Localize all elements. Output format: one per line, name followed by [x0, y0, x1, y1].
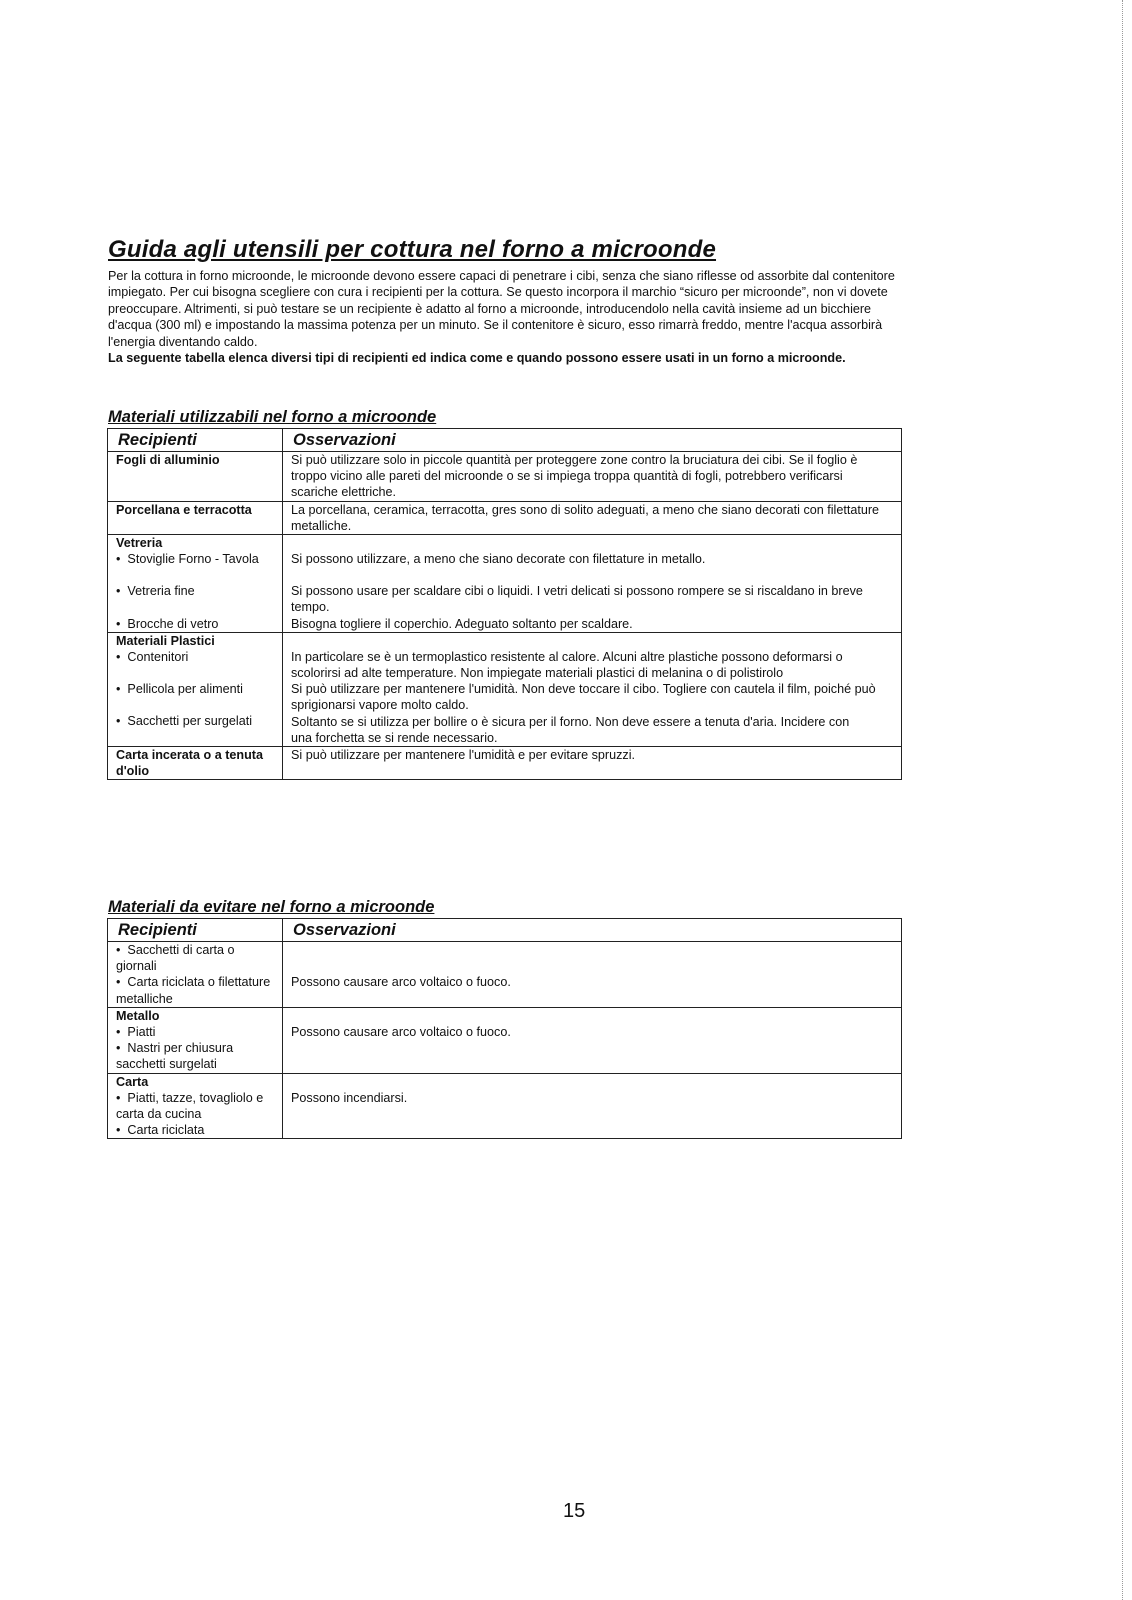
recipient-name: Metallo	[116, 1008, 160, 1023]
remark: In particolare se è un termoplastico resistente al calore. Alcuni altre plastiche possono deformarsi o scolorirsi ad alte temperature. Non impiegate materiali plastici di melanina o di polistirolo	[291, 649, 843, 681]
avoid-materials-table	[107, 918, 902, 1139]
column-header-remarks: Osservazioni	[283, 919, 902, 942]
recipient-item: • Piatti	[116, 1024, 274, 1040]
column-header-remarks: Osservazioni	[283, 429, 902, 452]
recipient-name: Carta	[116, 1074, 149, 1089]
recipient-item: • Pellicola per alimenti	[116, 681, 274, 697]
recipient-item: • Sacchetti di carta o giornali	[116, 942, 274, 974]
remark-continued: una forchetta se si rende necessario.	[291, 730, 498, 745]
recipient-item: • Carta riciclata o filettature metalliche	[116, 974, 274, 1006]
intro-text	[108, 268, 898, 366]
page-edge	[1122, 0, 1123, 1600]
table-row	[108, 942, 902, 1008]
recipient-item: • Contenitori	[116, 649, 274, 665]
recipient-item: • Sacchetti per surgelati	[116, 713, 274, 729]
remark: La porcellana, ceramica, terracotta, gres sono di solito adeguati, a meno che siano decorati con filettature	[291, 502, 880, 517]
page-title: Guida agli utensili per cottura nel forno a microonde	[108, 236, 717, 263]
recipient-name: Carta incerata o a tenuta	[116, 748, 263, 763]
table-row	[108, 535, 902, 633]
column-header-recipients: Recipienti	[108, 429, 283, 452]
usable-materials-table	[107, 428, 902, 780]
recipient-item: • Brocche di vetro	[116, 616, 274, 632]
remark-continued: metalliche.	[291, 518, 352, 533]
table-header-row	[108, 919, 902, 942]
table-row	[108, 1073, 902, 1139]
table-row	[108, 452, 902, 502]
remark: Si può utilizzare per mantenere l'umidità e per evitare spruzzi.	[291, 748, 635, 763]
table-row	[108, 632, 902, 746]
recipient-item: • Vetreria fine	[116, 583, 274, 599]
usable-materials-title: Materiali utilizzabili nel forno a microonde	[108, 408, 437, 426]
remark: Si può utilizzare solo in piccole quantità per proteggere zone contro la bruciatura dei cibi. Se il foglio è troppo vicino alle pareti del microonde o se si impiega troppa quantità di fogli, potrebbero verificarsi scariche elettriche.	[291, 453, 858, 500]
recipient-item: • Piatti, tazze, tovagliolo e carta da cucina	[116, 1090, 274, 1122]
recipient-name: Fogli di alluminio	[116, 453, 220, 467]
column-header-recipients: Recipienti	[108, 919, 283, 942]
recipient-name: Materiali Plastici	[116, 633, 215, 648]
page-number: 15	[563, 1500, 586, 1522]
table-row	[108, 747, 902, 780]
remark: Possono incendiarsi.	[291, 1090, 408, 1105]
intro-paragraph: Per la cottura in forno microonde, le microonde devono essere capaci di penetrare i cibi, senza che siano riflesse od assorbite dal contenitore impiegato. Per cui bisogna scegliere con cura i recipienti per la cottura. Se questo incorpora il marchio “sicuro per microonde”, non vi dovete preoccupare. Altrimenti, si può testare se un recipiente è adatto al forno a microonde, introducendolo nella cavità insieme ad un bicchiere d'acqua (300 ml) e impostando la massima potenza per un minuto. Se il contenitore è sicuro, esso rimarrà freddo, mentre l'acqua assorbirà l'energia diventando caldo.	[108, 269, 895, 349]
remark: Possono causare arco voltaico o fuoco.	[291, 1024, 511, 1039]
remark: Si possono utilizzare, a meno che siano decorate con filettature in metallo.	[291, 552, 706, 567]
recipient-item: • Stoviglie Forno - Tavola	[116, 551, 274, 567]
intro-bold-note: La seguente tabella elenca diversi tipi di recipienti ed indica come e quando possono essere usati in un forno a microonde.	[108, 351, 846, 366]
remark: Bisogna togliere il coperchio. Adeguato soltanto per scaldare.	[291, 616, 633, 631]
table-row	[108, 1007, 902, 1073]
table-row	[108, 501, 902, 534]
recipient-item: • Carta riciclata	[116, 1122, 274, 1138]
avoid-materials-title: Materiali da evitare nel forno a microonde	[108, 898, 435, 916]
recipient-name: Vetreria	[116, 536, 163, 551]
table-header-row	[108, 429, 902, 452]
recipient-item: • Nastri per chiusura sacchetti surgelati	[116, 1040, 274, 1072]
remark: Possono causare arco voltaico o fuoco.	[291, 975, 511, 989]
recipient-name-continued: d'olio	[116, 764, 150, 779]
remark: Si può utilizzare per mantenere l'umidità. Non deve toccare il cibo. Togliere con cautela il film, poiché può sprigionarsi vapore molto caldo.	[291, 682, 876, 713]
remark: Soltanto se si utilizza per bollire o è sicura per il forno. Non deve essere a tenuta d'aria. Incidere con	[291, 714, 850, 729]
recipient-name: Porcellana e terracotta	[116, 502, 252, 517]
remark: Si possono usare per scaldare cibi o liquidi. I vetri delicati si possono rompere se si riscaldano in breve tempo.	[291, 584, 863, 615]
